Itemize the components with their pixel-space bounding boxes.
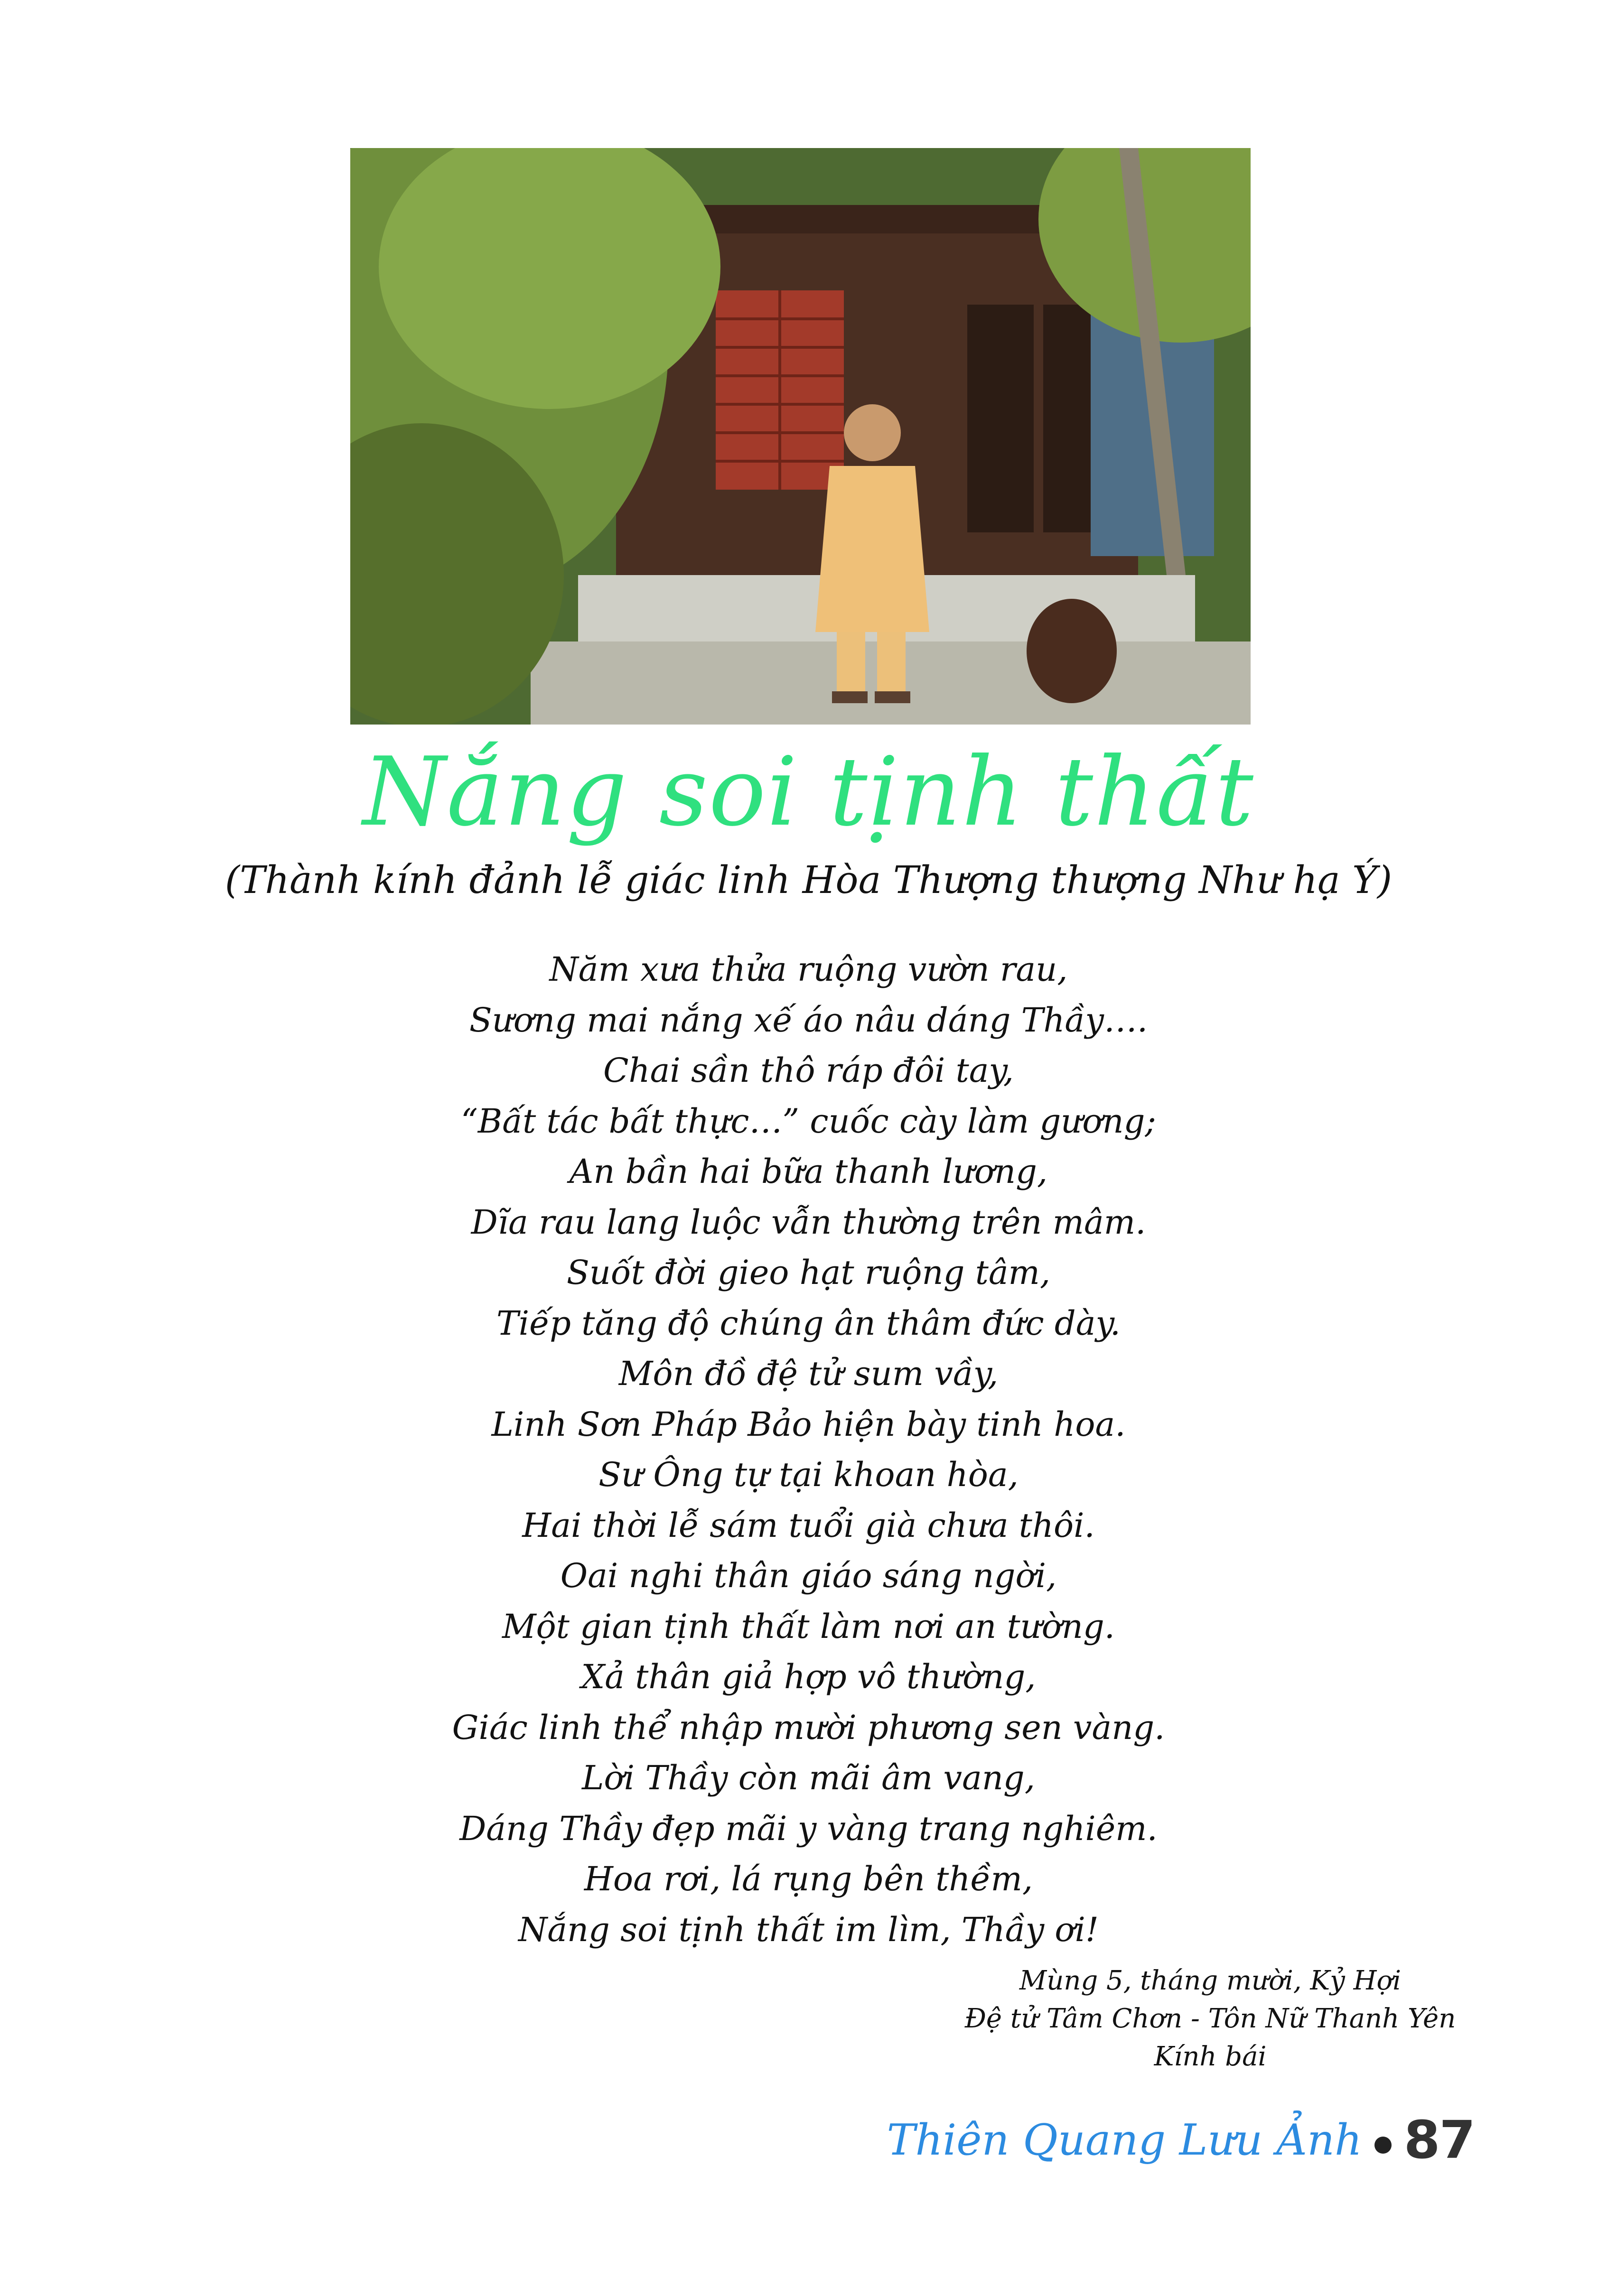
poem-line: Sương mai nắng xế áo nâu dáng Thầy…. (469, 1000, 1148, 1040)
poem-line: Dáng Thầy đẹp mãi y vàng trang nghiêm. (459, 1809, 1158, 1848)
publication-name: Thiên Quang Lưu Ảnh (887, 2115, 1362, 2165)
poem-line: Môn đồ đệ tử sum vầy, (618, 1354, 999, 1393)
signature-author: Đệ tử Tâm Chơn - Tôn Nữ Thanh Yên (964, 2003, 1456, 2034)
poem-line: Giác linh thể nhập mười phương sen vàng. (452, 1708, 1165, 1747)
signature-block (949, 1962, 1471, 2076)
poem-line: Lời Thầy còn mãi âm vang, (582, 1758, 1035, 1797)
bullet-icon (1374, 2137, 1392, 2154)
poem-line: Hoa rơi, lá rụng bên thềm, (584, 1859, 1033, 1898)
page-number: 87 (1403, 2110, 1475, 2170)
poem-title: Nắng soi tịnh thất (363, 737, 1254, 847)
poem-line: Oai nghi thân giáo sáng ngời, (560, 1556, 1057, 1595)
poem-line: Nắng soi tịnh thất im lìm, Thầy ơi! (518, 1910, 1099, 1949)
poem-body (0, 944, 1617, 1955)
poem-line: Dĩa rau lang luộc vẫn thường trên mâm. (471, 1202, 1146, 1242)
poem-line: “Bất tác bất thực…” cuốc cày làm gương; (460, 1101, 1156, 1141)
photo-monk-at-hermitage (350, 148, 1251, 725)
poem-line: Chai sần thô ráp đôi tay, (603, 1051, 1014, 1090)
poem-line: Xả thân giả hợp vô thường, (581, 1657, 1036, 1696)
poem-line: Hai thời lễ sám tuổi già chưa thôi. (522, 1506, 1095, 1545)
poem-line: An bần hai bữa thanh lương, (569, 1152, 1048, 1191)
photo-illustration (350, 148, 1251, 725)
poem-subtitle: (Thành kính đảnh lễ giác linh Hòa Thượng thượng Như hạ Ý) (224, 858, 1393, 902)
poem-line: Một gian tịnh thất làm nơi an tường. (502, 1607, 1115, 1646)
poem-line: Sư Ông tự tại khoan hòa, (598, 1455, 1019, 1494)
poem-line: Suốt đời gieo hạt ruộng tâm, (566, 1253, 1051, 1292)
poem-line: Năm xưa thửa ruộng vườn rau, (549, 950, 1068, 989)
poem-line: Tiếp tăng độ chúng ân thâm đức dày. (496, 1303, 1121, 1343)
signature-closing: Kính bái (1154, 2041, 1267, 2072)
signature-date: Mùng 5, tháng mười, Kỷ Hợi (1019, 1965, 1402, 1996)
page-footer (887, 2107, 1475, 2173)
poem-line: Linh Sơn Pháp Bảo hiện bày tinh hoa. (491, 1404, 1126, 1444)
